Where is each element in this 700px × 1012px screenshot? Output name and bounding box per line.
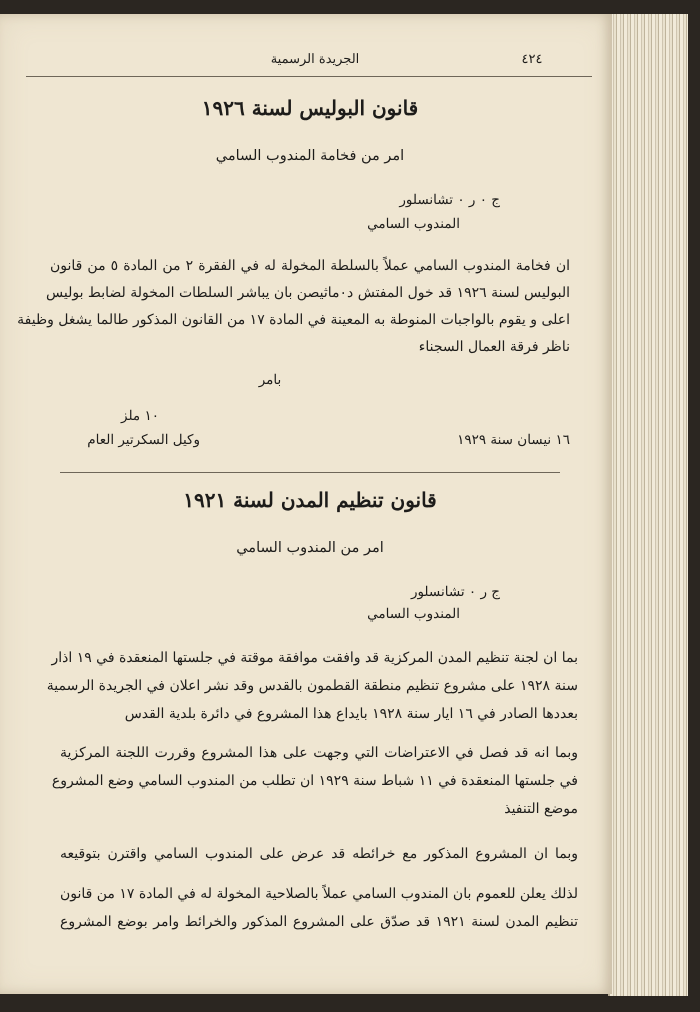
section2-para1-line-2: سنة ١٩٢٨ على مشروع تنظيم منطقة القطمون بالقدس وقد نشر اعلان في الجريدة الرسمية	[46, 678, 578, 694]
section2-para4-line-1: لذلك يعلن للعموم بان المندوب السامي عملاً بالصلاحية المخولة له في المادة ١٧ من قانون	[59, 886, 578, 902]
section1-signatory-title: المندوب السامي	[367, 216, 460, 232]
section1-secretary-title: وكيل السكرتير العام	[87, 432, 200, 448]
header-rule	[26, 76, 592, 77]
page-stack-edges	[608, 14, 688, 996]
section1-subtitle: امر من فخامة المندوب السامي	[215, 148, 405, 164]
section2-para1-line-3: بعددها الصادر في ١٦ ايار سنة ١٩٢٨ بايداع هذا المشروع في دائرة بلدية القدس	[124, 706, 578, 722]
section2-signatory-title: المندوب السامي	[367, 606, 460, 622]
section-divider	[60, 472, 560, 473]
journal-title: الجريدة الرسمية	[270, 52, 360, 67]
section1-secretary-name: ١٠ ملز	[121, 408, 159, 424]
section2-para4-line-2: تنظيم المدن لسنة ١٩٢١ قد صدّق على المشروع المذكور والخرائط وامر بوضع المشروع	[60, 914, 578, 930]
section1-order-word: بامر	[258, 372, 282, 388]
section2-subtitle: امر من المندوب السامي	[236, 540, 384, 556]
section2-signatory-name: ج ر ٠ تشانسلور	[410, 584, 500, 600]
section1-line-1: ان فخامة المندوب السامي عملاً بالسلطة المخولة له في الفقرة ٢ من المادة ٥ من قانون	[50, 258, 570, 274]
section1-date: ١٦ نيسان سنة ١٩٢٩	[457, 432, 570, 448]
page-number: ٤٢٤	[521, 52, 543, 67]
section1-line-4: ناظر فرقة العمال السجناء	[418, 339, 570, 355]
section1-title: قانون البوليس لسنة ١٩٢٦	[201, 96, 419, 120]
section2-para2-line-3: موضع التنفيذ	[504, 801, 578, 817]
section2-para1-line-1: بما ان لجنة تنظيم المدن المركزية قد وافقت موافقة موقتة في جلستها المنعقدة في ١٩ اذار	[51, 650, 578, 666]
section1-line-2: البوليس لسنة ١٩٢٦ قد خول المفتش د٠ماثيصن بان يباشر السلطات المخولة لضابط بوليس	[46, 285, 570, 301]
section2-title: قانون تنظيم المدن لسنة ١٩٢١	[183, 488, 437, 512]
section1-line-3: اعلى و يقوم بالواجبات المنوطة به المعينة في المادة ١٧ من القانون المذكور طالما يشغل وظيفة	[17, 312, 570, 328]
section2-para2-line-2: في جلستها المنعقدة في ١١ شباط سنة ١٩٢٩ ان تطلب من المندوب السامي وضع المشروع	[51, 773, 578, 789]
section2-para2-line-1: وبما انه قد فصل في الاعتراضات التي وجهت على هذا المشروع وقررت اللجنة المركزية	[60, 745, 578, 761]
section2-para3-line-1: وبما ان المشروع المذكور مع خرائطه قد عرض على المندوب السامي واقترن بتوقيعه	[60, 846, 578, 862]
section1-signatory-name: ج ٠ ر ٠ تشانسلور	[399, 192, 500, 208]
